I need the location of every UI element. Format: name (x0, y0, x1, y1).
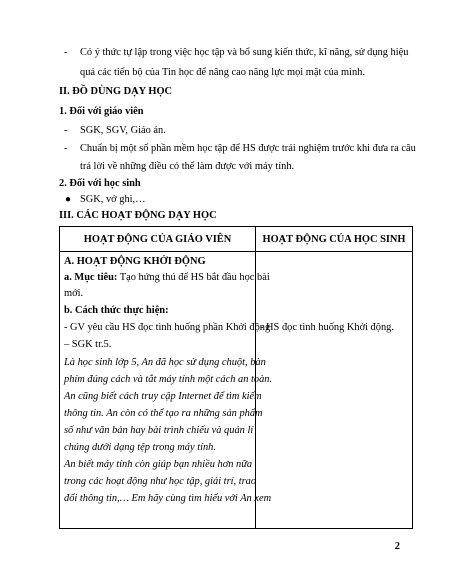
story-line: chúng dưới dạng tệp trong máy tính. (64, 442, 216, 453)
story-line: phím đúng cách và tắt máy tính một cách an toàn. (64, 374, 273, 385)
story-line: Là học sinh lớp 5, An đã học sử dụng chuột, bàn (64, 357, 266, 368)
teacher-item-2: Chuẩn bị một số phần mềm học tập để HS được trải nghiệm trước khi đưa ra câu (80, 143, 416, 154)
section-iii-title: III. CÁC HOẠT ĐỘNG DẠY HỌC (59, 210, 217, 221)
intro-line-2: quả các tiến bộ của Tin học để nâng cao năng lực mọi mặt của mình. (80, 67, 365, 78)
dash-marker: - (64, 47, 68, 58)
header-teacher-activity: HOẠT ĐỘNG CỦA GIÁO VIÊN (60, 227, 256, 252)
bullet-dot: ● (65, 194, 72, 205)
page-number: 2 (394, 541, 400, 552)
goal-text-2: mới. (64, 288, 84, 299)
goal-line (64, 271, 270, 285)
story-line: thông tin. An còn có thể tạo ra những sản phẩm (64, 408, 263, 419)
goal-label: a. Mục tiêu: (64, 272, 118, 283)
student-item: SGK, vở ghi,… (80, 194, 146, 205)
dash-marker: - (64, 143, 68, 154)
step-2: – SGK tr.5. (64, 339, 112, 350)
teacher-item-3: trả lời về những điều có thể làm được với máy tính. (80, 161, 295, 172)
activity-table (59, 226, 413, 529)
dash-marker: - (64, 125, 68, 136)
teacher-heading: 1. Đối với giáo viên (59, 106, 144, 117)
teacher-item-1: SGK, SGV, Giáo án. (80, 125, 166, 136)
method-label: b. Cách thức thực hiện: (64, 305, 169, 316)
step-1: - GV yêu cầu HS đọc tình huống phần Khởi động (64, 322, 271, 333)
story-line: đổi thông tin,… Em hãy cùng tìm hiểu với An xem (64, 493, 272, 504)
section-ii-title: II. ĐỒ DÙNG DẠY HỌC (59, 86, 173, 97)
goal-text: Tạo hứng thú để HS bắt đầu học bài (117, 272, 270, 283)
story-line: số như văn bản hay bài trình chiếu và quản lí (64, 425, 254, 436)
teacher-activity-cell (60, 252, 273, 529)
story-line: An biết máy tính còn giúp bạn nhiều hơn nữa (64, 459, 253, 470)
student-activity-text: - HS đọc tình huống Khởi động. (260, 322, 394, 333)
story-line: trong các hoạt động như học tập, giải trí, trao (64, 476, 257, 487)
student-heading: 2. Đối với học sinh (59, 178, 141, 189)
intro-line-1: Có ý thức tự lập trong việc học tập và bổ sung kiến thức, kĩ năng, sử dụng hiệu (80, 47, 409, 58)
story-line: An cũng biết cách truy cập Internet để tìm kiếm (64, 391, 262, 402)
header-student-activity: HOẠT ĐỘNG CỦA HỌC SINH (256, 227, 413, 252)
student-activity-cell (256, 252, 413, 529)
activity-title: A. HOẠT ĐỘNG KHỞI ĐỘNG (64, 256, 206, 267)
